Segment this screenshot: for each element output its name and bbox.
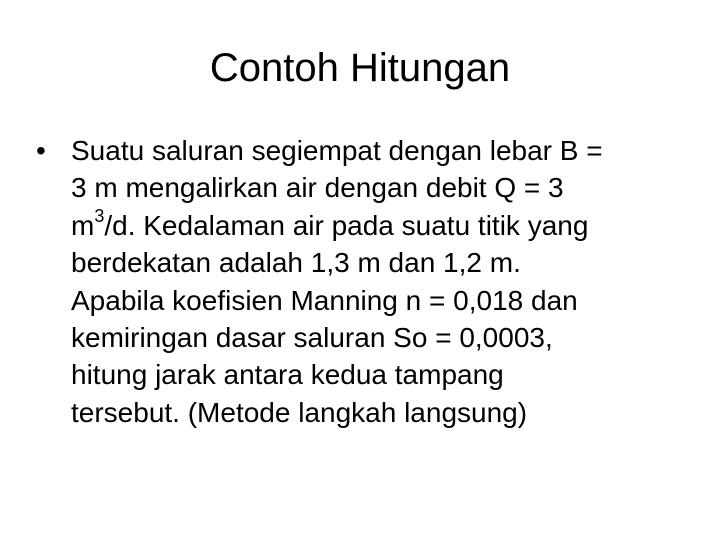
bullet-line-2: 3 m mengalirkan air dengan debit Q = 3 <box>71 172 564 204</box>
bullet-line-3 <box>71 207 701 244</box>
bullet-line-3-rest: /d. Kedalaman air pada suatu titik yang <box>104 209 589 241</box>
bullet-line-7: hitung jarak antara kedua tampang <box>71 359 504 391</box>
bullet-line-8: tersebut. (Metode langkah langsung) <box>71 396 528 428</box>
bullet-marker: • <box>36 135 46 166</box>
bullet-line-6: kemiringan dasar saluran So = 0,0003, <box>71 322 553 354</box>
superscript-3: 3 <box>94 206 105 227</box>
bullet-line-5: Apabila koefisien Manning n = 0,018 dan <box>71 284 578 316</box>
bullet-line-1: Suatu saluran segiempat dengan lebar B = <box>71 135 603 166</box>
bullet-text <box>71 132 701 431</box>
unit-m: m <box>71 209 95 241</box>
bullet-line-4: berdekatan adalah 1,3 m dan 1,2 m. <box>71 247 521 279</box>
slide-title: Contoh Hitungan <box>209 46 511 90</box>
